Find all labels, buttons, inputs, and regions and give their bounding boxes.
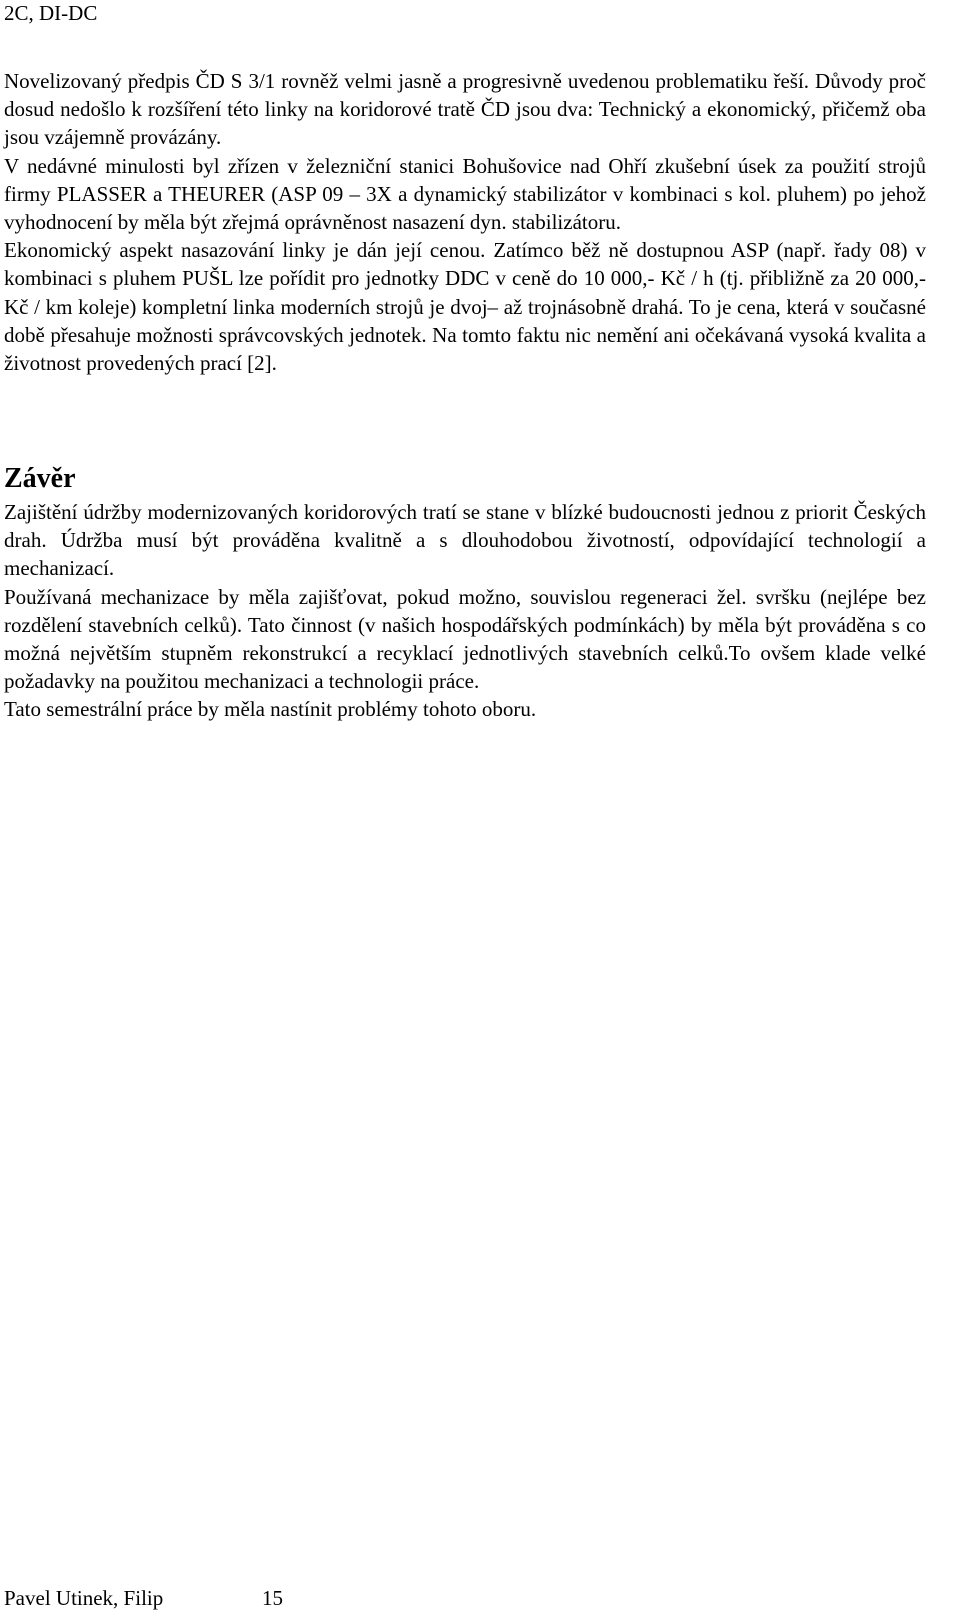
footer-author: Pavel Utinek, Filip: [4, 1586, 164, 1610]
section-heading-conclusion: Závěr: [4, 463, 76, 494]
body-text: [4, 67, 926, 377]
page-footer: [4, 1585, 404, 1611]
page-number: 15: [262, 1586, 283, 1610]
paragraph: Zajištění údržby modernizovaných koridorových tratí se stane v blízké budoucnosti jednou z priorit Českých drah. Údržba musí být prováděna kvalitně a s dlouhodobou životností, odpovídající technologií a mechanizací.: [4, 500, 926, 581]
conclusion-text: [4, 498, 926, 724]
paragraph: Používaná mechanizace by měla zajišťovat, pokud možno, souvislou regeneraci žel. svršku (nejlépe bez rozdělení stavebních celků). Tato činnost (v našich hospodářských podmínkách) by měla být prováděna s co možná největším stupněm rekonstrukcí a recyklací jednotlivých stavebních celků.To ovšem klade velké požadavky na použitou mechanizaci a technologii práce.: [4, 584, 926, 694]
paragraph: Novelizovaný předpis ČD S 3/1 rovněž velmi jasně a progresivně uvedenou problematiku řeší. Důvody proč dosud nedošlo k rozšíření této linky na koridorové tratě ČD jsou dva: Technický a ekonomický, přičemž oba jsou vzájemně provázány.: [4, 69, 926, 150]
paragraph: V nedávné minulosti byl zřízen v železniční stanici Bohušovice nad Ohří zkušební úsek za použití strojů firmy PLASSER a THEURER (ASP 09 – 3X a dynamický stabilizátor v kombinaci s kol. pluhem) po jehož vyhodnocení by měla být zřejmá oprávněnost nasazení dyn. stabilizátoru.: [4, 153, 926, 235]
paragraph: Tato semestrální práce by měla nastínit problémy tohoto oboru.: [4, 697, 537, 722]
paragraph: Ekonomický aspekt nasazování linky je dán její cenou. Zatímco běž ně dostupnou ASP (např. řady 08) v kombinaci s pluhem PUŠL lze pořídit pro jednotky DDC v ceně do 10 000,- Kč / h (tj. přibližně za 20 000,- Kč / km koleje) kompletní linka moderních strojů je dvoj– až trojnásobně drahá. To je cena, která v současné době přesahuje možnosti správcovských jednotek. Na tomto faktu nic nemění ani očekávaná vysoká kvalita a životnost provedených prací [2].: [4, 238, 926, 376]
page-header: 2C, DI-DC: [4, 1, 98, 25]
